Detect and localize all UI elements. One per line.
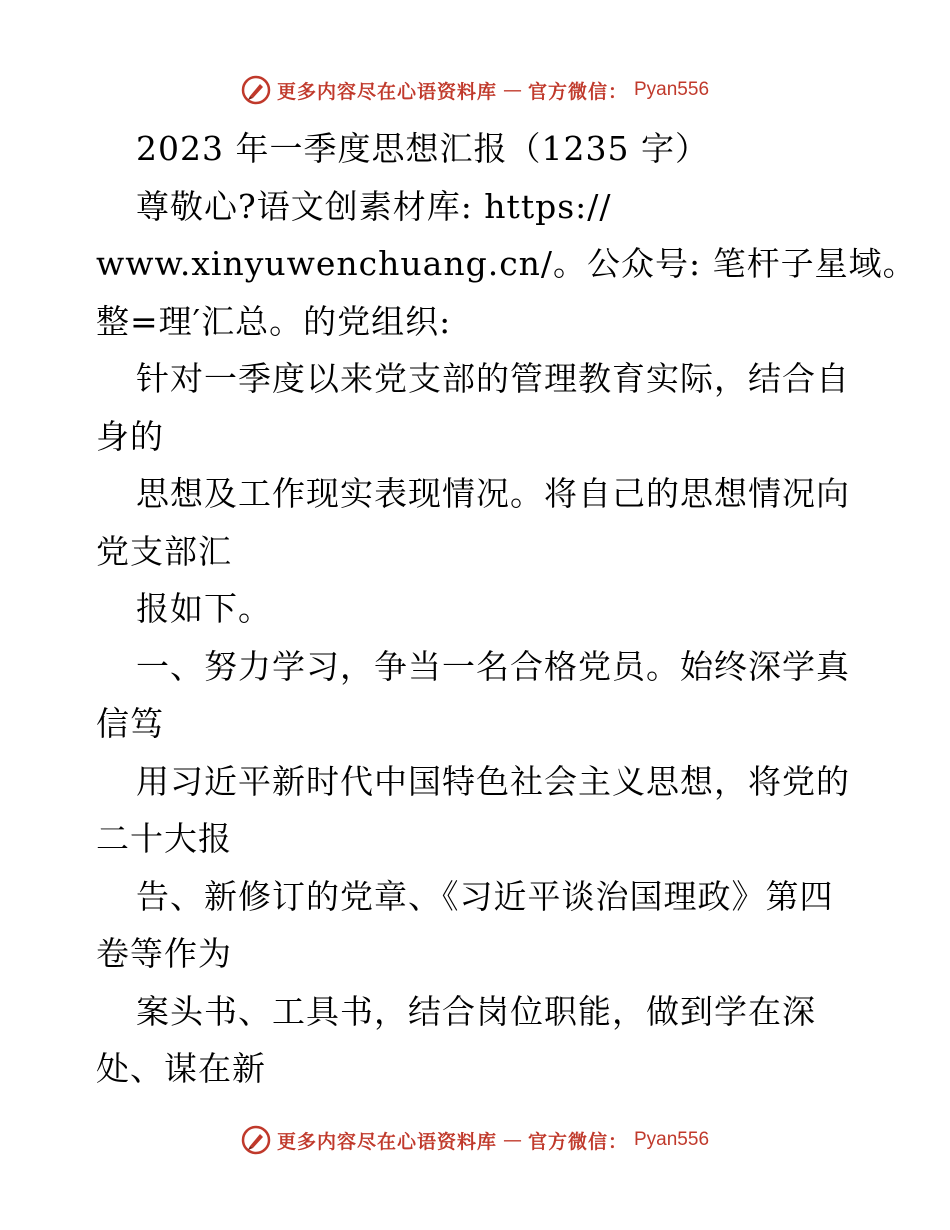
document-line: 报如下。 — [136, 589, 272, 628]
pen-nib-logo-icon — [241, 1125, 271, 1155]
document-line: 针对一季度以来党支部的管理教育实际，结合自 — [136, 359, 850, 398]
banner-text: 更多内容尽在心语资料库 — [276, 80, 497, 103]
banner-wechat-id: Pyan556 — [634, 79, 710, 100]
document-line: 党支部汇 — [96, 531, 232, 571]
document-line: 处、谋在新 — [96, 1049, 266, 1088]
document-line: 信笃 — [96, 704, 164, 743]
banner-label: 官方微信： — [527, 80, 628, 103]
document-title: 2023 年一季度思想汇报（1235 字） — [136, 129, 709, 168]
header-banner — [0, 70, 950, 110]
banner-text: 更多内容尽在心语资料库 — [276, 1130, 497, 1153]
document-line: 尊敬心?语文创素材库: https:// — [136, 186, 612, 226]
document-line: 卷等作为 — [96, 934, 232, 973]
document-body — [96, 120, 917, 1098]
document-line: 思想及工作现实表现情况。将自己的思想情况向 — [136, 474, 850, 513]
document-line: 用习近平新时代中国特色社会主义思想，将党的 — [136, 761, 850, 801]
document-line: 身的 — [96, 416, 164, 456]
banner-separator: — — [502, 1129, 522, 1151]
document-line: www.xinyuwenchuang.cn/。公众号: 笔杆子星域。 — [96, 244, 917, 283]
section-heading: 一、努力学习，争当一名合格党员。始终深学真 — [136, 646, 850, 686]
document-line: 整=理′汇总。的党组织: — [96, 301, 452, 341]
banner-label: 官方微信： — [527, 1130, 628, 1153]
footer-banner — [0, 1120, 950, 1160]
pen-nib-logo-icon — [241, 75, 271, 105]
document-line: 案头书、工具书，结合岗位职能，做到学在深 — [136, 991, 816, 1031]
document-line: 二十大报 — [96, 819, 232, 858]
banner-separator: — — [502, 79, 522, 101]
banner-wechat-id: Pyan556 — [634, 1129, 710, 1150]
document-line: 告、新修订的党章、《习近平谈治国理政》第四 — [136, 876, 834, 916]
